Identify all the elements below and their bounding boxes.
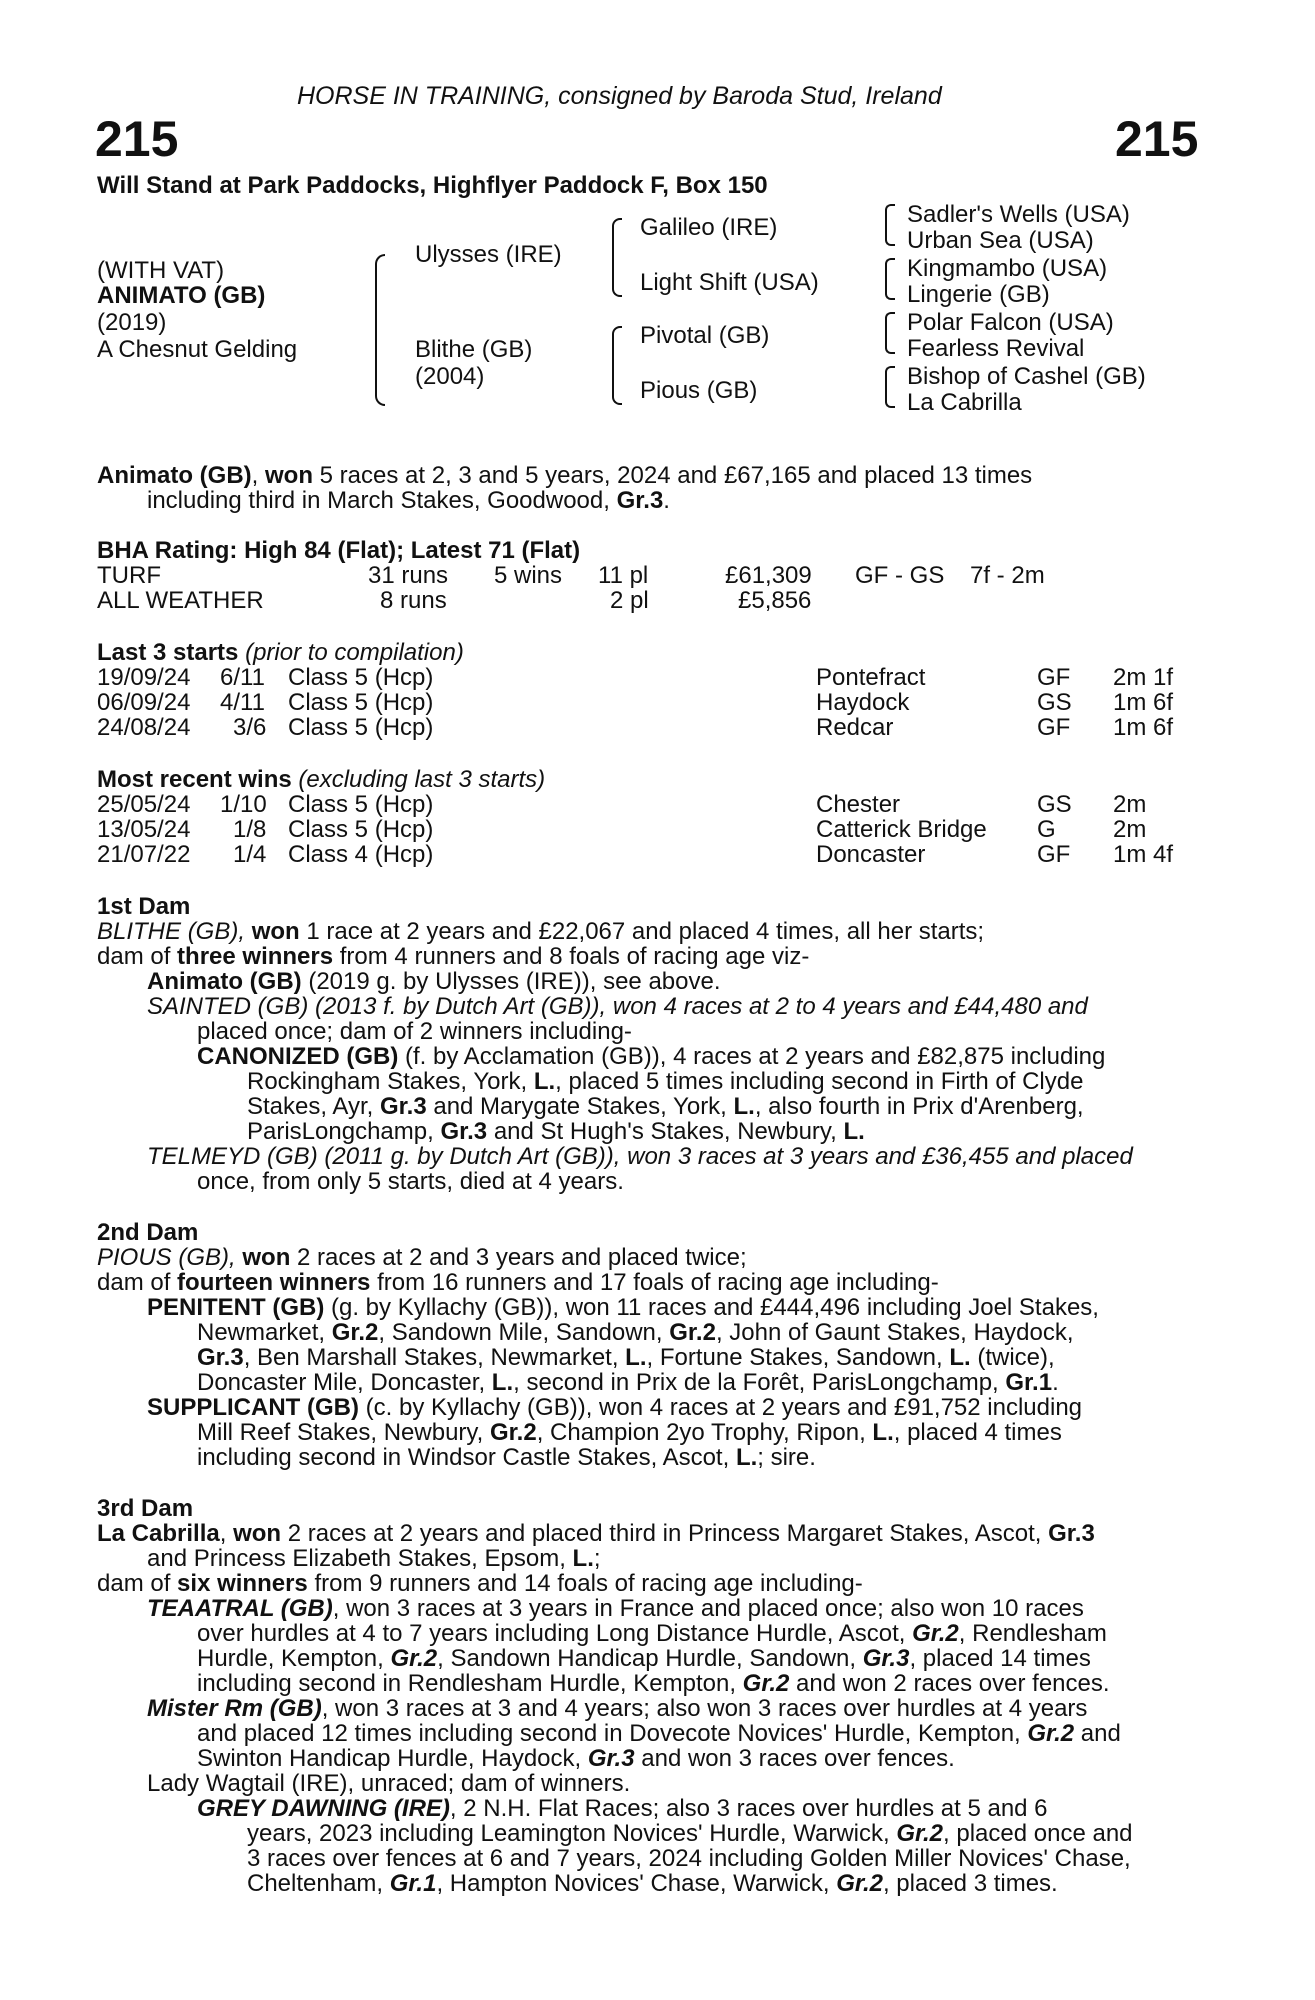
text: , placed 14 times	[909, 1645, 1091, 1672]
summary-end: .	[663, 487, 670, 514]
grade: L.	[735, 1444, 758, 1471]
race-course: Chester	[816, 791, 901, 818]
grade: Gr.2	[836, 1870, 883, 1897]
text: , Hampton Novices' Chase, Warwick,	[436, 1870, 837, 1897]
grade: Gr.3	[587, 1745, 635, 1772]
won-label: won	[233, 1520, 282, 1547]
brace-4	[885, 204, 895, 246]
lot-number-right: 215	[1115, 111, 1199, 167]
race-position: 1/4	[233, 841, 267, 868]
dam2-line	[197, 1370, 1059, 1395]
text: , placed 5 times including second in Firth of Clyde	[555, 1068, 1084, 1095]
text: , Champion 2yo Trophy, Ripon,	[536, 1419, 873, 1446]
ssd: Urban Sea (USA)	[907, 227, 1094, 254]
text: Cheltenham,	[247, 1870, 390, 1897]
dam1-line: TELMEYD (GB) (2011 g. by Dutch Art (GB)), won 3 races at 3 years and £36,455 and placed	[147, 1143, 1133, 1170]
dam3-line: Lady Wagtail (IRE), unraced; dam of winners.	[147, 1770, 631, 1797]
dam3-line	[197, 1671, 1110, 1696]
text: and won 3 races over fences.	[634, 1745, 955, 1772]
summary-line-1: Animato (GB), won 5 races at 2, 3 and 5 years, 2024 and £67,165 and placed 13 times	[97, 462, 1033, 489]
recent-title: Most recent wins	[97, 766, 292, 793]
dam3-line: 3 races over fences at 6 and 7 years, 2024 including Golden Miller Novices' Chase,	[247, 1845, 1131, 1872]
dam1-line: SAINTED (GB) (2013 f. by Dutch Art (GB)), won 4 races at 2 to 4 years and £44,480 and	[147, 993, 1088, 1020]
brace-1	[375, 254, 385, 406]
race-course: Pontefract	[816, 664, 926, 691]
grade: L.	[872, 1419, 894, 1446]
race-date: 24/08/24	[97, 714, 191, 741]
dam1-line: placed once; dam of 2 winners including-	[197, 1018, 632, 1045]
text: including second in Windsor Castle Stakes, Ascot,	[197, 1444, 736, 1471]
horse-name: ANIMATO (GB)	[97, 282, 266, 309]
text: , placed once and	[943, 1820, 1133, 1847]
dam2-line	[97, 1270, 939, 1295]
dam1-line	[247, 1094, 1084, 1119]
race-position: 1/8	[233, 816, 267, 843]
text: .	[1052, 1369, 1059, 1396]
text: and placed 12 times including second in Dovecote Novices' Hurdle, Kempton,	[197, 1720, 1028, 1747]
race-class: Class 4 (Hcp)	[288, 841, 434, 868]
rating-wins: 5 wins	[494, 562, 563, 589]
dam-dam: Pious (GB)	[640, 377, 758, 404]
text: dam of	[97, 1269, 178, 1296]
text: over hurdles at 4 to 7 years including Long Distance Hurdle, Ascot,	[197, 1620, 913, 1647]
text: Doncaster Mile, Doncaster,	[197, 1369, 492, 1396]
race-going: G	[1037, 816, 1056, 843]
grade: L.	[843, 1118, 865, 1145]
grade: Gr.2	[912, 1620, 959, 1647]
brace-2	[612, 218, 622, 297]
progeny-name: TEAATRAL (GB)	[147, 1595, 333, 1622]
progeny-name: CANONIZED (GB)	[197, 1043, 399, 1070]
race-date: 25/05/24	[97, 791, 191, 818]
sire-sire: Galileo (IRE)	[640, 214, 778, 241]
sss: Sadler's Wells (USA)	[907, 201, 1130, 228]
race-date: 13/05/24	[97, 816, 191, 843]
dam3-line	[247, 1821, 1133, 1846]
dam3-line	[147, 1546, 601, 1571]
recent-note: (excluding last 3 starts)	[291, 766, 546, 793]
text: and Marygate Stakes, York,	[426, 1093, 734, 1120]
winners-count: six winners	[177, 1570, 308, 1597]
grade: Gr.2	[331, 1319, 379, 1346]
summary-won: won	[265, 462, 313, 489]
sire-dam: Light Shift (USA)	[640, 269, 819, 296]
rating-runs: 8 runs	[380, 587, 447, 614]
text: , Rendlesham	[958, 1620, 1107, 1647]
dam2-line	[147, 1295, 1099, 1320]
text: dam of	[97, 943, 178, 970]
sdd: Lingerie (GB)	[907, 281, 1050, 308]
grade: Gr.3	[197, 1344, 244, 1371]
text: Swinton Handicap Hurdle, Haydock,	[197, 1745, 588, 1772]
horse-description: A Chesnut Gelding	[97, 336, 298, 363]
ddd: La Cabrilla	[907, 389, 1022, 416]
consignment-line: HORSE IN TRAINING, consigned by Baroda Stud, Ireland	[297, 82, 942, 110]
grade: L.	[733, 1093, 755, 1120]
text: ,	[219, 1520, 234, 1547]
race-class: Class 5 (Hcp)	[288, 664, 434, 691]
last3-heading	[97, 640, 464, 665]
dam3-line	[197, 1721, 1121, 1746]
grade: Gr.1	[389, 1870, 437, 1897]
dam3-line	[197, 1646, 1091, 1671]
stand-location: Will Stand at Park Paddocks, Highflyer Paddock F, Box 150	[97, 172, 768, 199]
text: 2 races at 2 years and placed third in Princess Margaret Stakes, Ascot,	[281, 1520, 1049, 1547]
grade: L.	[533, 1068, 556, 1095]
grade: Gr.3	[862, 1645, 910, 1672]
text: (twice),	[970, 1344, 1055, 1371]
rating-pl: 11 pl	[598, 562, 649, 589]
text: , 2 N.H. Flat Races; also 3 races over hurdles at 5 and 6	[449, 1795, 1048, 1822]
text: Newmarket,	[197, 1319, 332, 1346]
last3-title: Last 3 starts	[97, 639, 239, 666]
sds: Kingmambo (USA)	[907, 255, 1108, 282]
brace-7	[885, 366, 895, 408]
race-distance: 1m 4f	[1113, 841, 1174, 868]
dam3-line	[97, 1521, 1095, 1546]
dsd: Fearless Revival	[907, 335, 1085, 362]
race-date: 21/07/22	[97, 841, 191, 868]
summary-text-2: including third in March Stakes, Goodwood,	[147, 487, 617, 514]
grade: Gr.2	[489, 1419, 537, 1446]
text: Mill Reef Stakes, Newbury,	[197, 1419, 490, 1446]
grade: Gr.3	[440, 1118, 488, 1145]
race-going: GS	[1037, 791, 1072, 818]
dam3-line	[197, 1796, 1048, 1821]
race-date: 19/09/24	[97, 664, 191, 691]
text: and St Hugh's Stakes, Newbury,	[487, 1118, 844, 1145]
text: , Sandown Handicap Hurdle, Sandown,	[437, 1645, 863, 1672]
text: from 9 runners and 14 foals of racing age including-	[307, 1570, 863, 1597]
horse-year: (2019)	[97, 309, 167, 336]
text: , Fortune Stakes, Sandown,	[646, 1344, 950, 1371]
grade: Gr.2	[742, 1670, 790, 1697]
dam2-title: 2nd Dam	[97, 1219, 199, 1246]
text: , won 3 races at 3 years in France and placed once; also won 10 races	[332, 1595, 1084, 1622]
dam1-line	[247, 1119, 865, 1144]
race-position: 1/10	[220, 791, 267, 818]
dds: Bishop of Cashel (GB)	[907, 363, 1146, 390]
dam-record: 2 races at 2 and 3 years and placed twice;	[290, 1244, 747, 1271]
dam1-line	[197, 1044, 1105, 1069]
text: ParisLongchamp,	[247, 1118, 441, 1145]
rating-going: GF - GS	[855, 562, 945, 589]
won-label: won	[251, 918, 300, 945]
dam3-line	[247, 1871, 1058, 1896]
grade: L.	[572, 1545, 594, 1572]
dam-sire: Pivotal (GB)	[640, 322, 770, 349]
dam-name: BLITHE (GB),	[97, 918, 252, 945]
text: , Ben Marshall Stakes, Newmarket,	[243, 1344, 626, 1371]
dam2-line	[197, 1345, 1055, 1370]
rating-title: BHA Rating: High 84 (Flat); Latest 71 (Flat)	[97, 537, 581, 564]
grade: Gr.3	[1048, 1520, 1095, 1547]
summary-line-2	[147, 488, 670, 513]
dam1-line	[247, 1069, 1083, 1094]
grade: Gr.2	[1027, 1720, 1075, 1747]
text: , also fourth in Prix d'Arenberg,	[754, 1093, 1084, 1120]
grade: Gr.2	[896, 1820, 944, 1847]
rating-dist: 7f - 2m	[970, 562, 1045, 589]
summary-grade: Gr.3	[616, 487, 664, 514]
grade: Gr.1	[1005, 1369, 1053, 1396]
dam2-line	[197, 1445, 816, 1470]
brace-3	[612, 326, 622, 405]
lot-number-left: 215	[95, 111, 179, 167]
race-course: Haydock	[816, 689, 910, 716]
text: (f. by Acclamation (GB)), 4 races at 2 years and £82,875 including	[398, 1043, 1106, 1070]
text: , won 3 races at 3 and 4 years; also won 3 races over hurdles at 4 years	[321, 1695, 1088, 1722]
grade: L.	[949, 1344, 971, 1371]
progeny-name: GREY DAWNING (IRE)	[197, 1795, 450, 1822]
dam1-title: 1st Dam	[97, 893, 191, 920]
text: ;	[593, 1545, 601, 1572]
grade: Gr.2	[669, 1319, 716, 1346]
grade: L.	[491, 1369, 514, 1396]
grade: L.	[625, 1344, 647, 1371]
race-distance: 1m 6f	[1113, 689, 1174, 716]
grade: Gr.2	[390, 1645, 438, 1672]
won-label: won	[242, 1244, 291, 1271]
rating-money: £61,309	[725, 562, 812, 589]
race-going: GS	[1037, 689, 1072, 716]
race-going: GF	[1037, 664, 1071, 691]
text: (c. by Kyllachy (GB)), won 4 races at 2 years and £91,752 including	[359, 1394, 1083, 1421]
race-position: 6/11	[220, 664, 265, 691]
text: from 16 runners and 17 foals of racing age including-	[370, 1269, 939, 1296]
dam1-line	[97, 944, 809, 969]
progeny-name: Animato (GB)	[147, 968, 302, 995]
grade: Gr.3	[379, 1093, 427, 1120]
dam3-line	[197, 1621, 1107, 1646]
rating-money: £5,856	[738, 587, 812, 614]
progeny-name: SUPPLICANT (GB)	[147, 1394, 359, 1421]
text: Hurdle, Kempton,	[197, 1645, 391, 1672]
dss: Polar Falcon (USA)	[907, 309, 1114, 336]
dam2-line	[197, 1320, 1073, 1345]
rating-surface: TURF	[97, 562, 161, 589]
race-class: Class 5 (Hcp)	[288, 791, 434, 818]
dam2-line	[97, 1245, 747, 1270]
text: , second in Prix de la Forêt, ParisLongchamp,	[513, 1369, 1006, 1396]
text: and Princess Elizabeth Stakes, Epsom,	[147, 1545, 573, 1572]
text: (g. by Kyllachy (GB)), won 11 races and £444,496 including Joel Stakes,	[324, 1294, 1099, 1321]
dam-year: (2004)	[415, 363, 485, 390]
dam-name: La Cabrilla	[97, 1520, 220, 1547]
text: , placed 3 times.	[882, 1870, 1058, 1897]
race-going: GF	[1037, 714, 1071, 741]
race-course: Redcar	[816, 714, 894, 741]
text: (2019 g. by Ulysses (IRE)), see above.	[301, 968, 721, 995]
dam3-line	[197, 1746, 955, 1771]
progeny-name: PENITENT (GB)	[147, 1294, 325, 1321]
dam3-line	[97, 1571, 863, 1596]
dam1-line	[147, 969, 721, 994]
text: , placed 4 times	[893, 1419, 1062, 1446]
race-distance: 2m	[1113, 791, 1147, 818]
race-position: 4/11	[220, 689, 265, 716]
race-class: Class 5 (Hcp)	[288, 714, 434, 741]
race-position: 3/6	[233, 714, 267, 741]
rating-runs: 31 runs	[368, 562, 449, 589]
recent-heading	[97, 767, 545, 792]
text: and	[1074, 1720, 1121, 1747]
text: from 4 runners and 8 foals of racing age viz-	[333, 943, 810, 970]
text: Rockingham Stakes, York,	[247, 1068, 534, 1095]
text: , Sandown Mile, Sandown,	[378, 1319, 670, 1346]
rating-surface: ALL WEATHER	[97, 587, 264, 614]
text: Stakes, Ayr,	[247, 1093, 380, 1120]
race-class: Class 5 (Hcp)	[288, 689, 434, 716]
sire: Ulysses (IRE)	[415, 241, 562, 268]
text: and won 2 races over fences.	[789, 1670, 1110, 1697]
summary-name: Animato (GB)	[97, 462, 252, 489]
dam1-line	[97, 919, 984, 944]
vat-note: (WITH VAT)	[97, 257, 225, 284]
dam2-line	[197, 1420, 1062, 1445]
last3-note: (prior to compilation)	[238, 639, 464, 666]
text: including second in Rendlesham Hurdle, Kempton,	[197, 1670, 743, 1697]
dam3-line	[147, 1596, 1084, 1621]
text: dam of	[97, 1570, 178, 1597]
race-distance: 2m 1f	[1113, 664, 1174, 691]
dam-name: PIOUS (GB),	[97, 1244, 243, 1271]
race-class: Class 5 (Hcp)	[288, 816, 434, 843]
winners-count: three winners	[177, 943, 334, 970]
winners-count: fourteen winners	[177, 1269, 371, 1296]
dam2-line	[147, 1395, 1082, 1420]
text: years, 2023 including Leamington Novices' Hurdle, Warwick,	[247, 1820, 897, 1847]
race-distance: 1m 6f	[1113, 714, 1174, 741]
dam-record: 1 race at 2 years and £22,067 and placed 4 times, all her starts;	[299, 918, 985, 945]
dam1-line: once, from only 5 starts, died at 4 years.	[197, 1168, 624, 1195]
text: ; sire.	[757, 1444, 816, 1471]
dam: Blithe (GB)	[415, 336, 533, 363]
dam3-line	[147, 1696, 1087, 1721]
race-course: Catterick Bridge	[816, 816, 987, 843]
dam3-title: 3rd Dam	[97, 1495, 194, 1522]
brace-6	[885, 312, 895, 354]
text: , John of Gaunt Stakes, Haydock,	[715, 1319, 1074, 1346]
brace-5	[885, 258, 895, 300]
summary-text: 5 races at 2, 3 and 5 years, 2024 and £67,165 and placed 13 times	[313, 462, 1033, 489]
rating-pl: 2 pl	[610, 587, 649, 614]
race-distance: 2m	[1113, 816, 1147, 843]
race-going: GF	[1037, 841, 1071, 868]
race-date: 06/09/24	[97, 689, 191, 716]
progeny-name: Mister Rm (GB)	[147, 1695, 322, 1722]
race-course: Doncaster	[816, 841, 926, 868]
